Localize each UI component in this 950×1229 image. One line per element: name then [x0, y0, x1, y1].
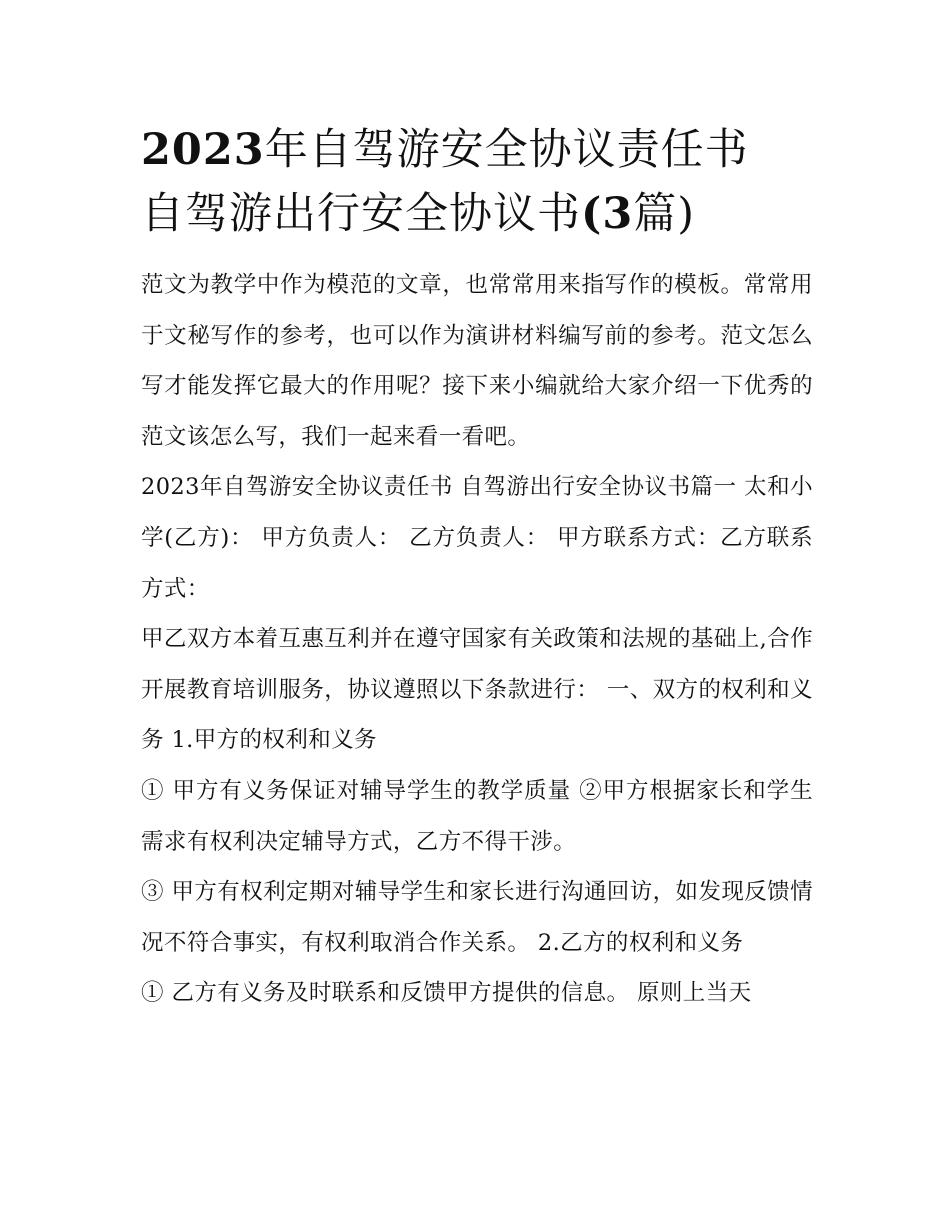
title-line2-text: 自驾游出行安全协议书 — [141, 189, 581, 239]
title-count-tail: 篇) — [633, 189, 696, 239]
paragraph-party-b-item-1: ① 乙方有义务及时联系和反馈甲方提供的信息。 原则上当天 — [141, 980, 752, 1007]
document-title — [141, 118, 813, 246]
document-page — [141, 118, 813, 1019]
paragraph-parties: 2023年自驾游安全协议责任书 自驾游出行安全协议书篇一 太和小学(乙方)： 甲方负责人： 乙方负责人： 甲方联系方式：乙方联系方式： — [141, 474, 813, 602]
title-year: 2023 — [141, 125, 265, 175]
title-line1-text: 年自驾游安全协议责任书 — [264, 125, 749, 175]
paragraph-terms: 甲乙双方本着互惠互利并在遵守国家有关政策和法规的基础上,合作开展教育培训服务，协议遵照以下条款进行： 一、双方的权利和义务 1.甲方的权利和义务 — [141, 626, 813, 754]
paragraph-intro: 范文为教学中作为模范的文章，也常常用来指写作的模板。常常用于文秘写作的参考，也可以作为演讲材料编写前的参考。范文怎么写才能发挥它最大的作用呢？接下来小编就给大家介绍一下优秀的范文该怎么写，我们一起来看一看吧。 — [141, 272, 813, 450]
paragraph-party-a-item-3: ③ 甲方有权利定期对辅导学生和家长进行沟通回访，如发现反馈情况不符合事实，有权利取消合作关系。 2.乙方的权利和义务 — [141, 879, 813, 956]
title-count: (3 — [581, 189, 634, 239]
paragraph-party-a-item-1-2: ① 甲方有义务保证对辅导学生的教学质量 ②甲方根据家长和学生需求有权利决定辅导方式，乙方不得干涉。 — [141, 777, 813, 855]
